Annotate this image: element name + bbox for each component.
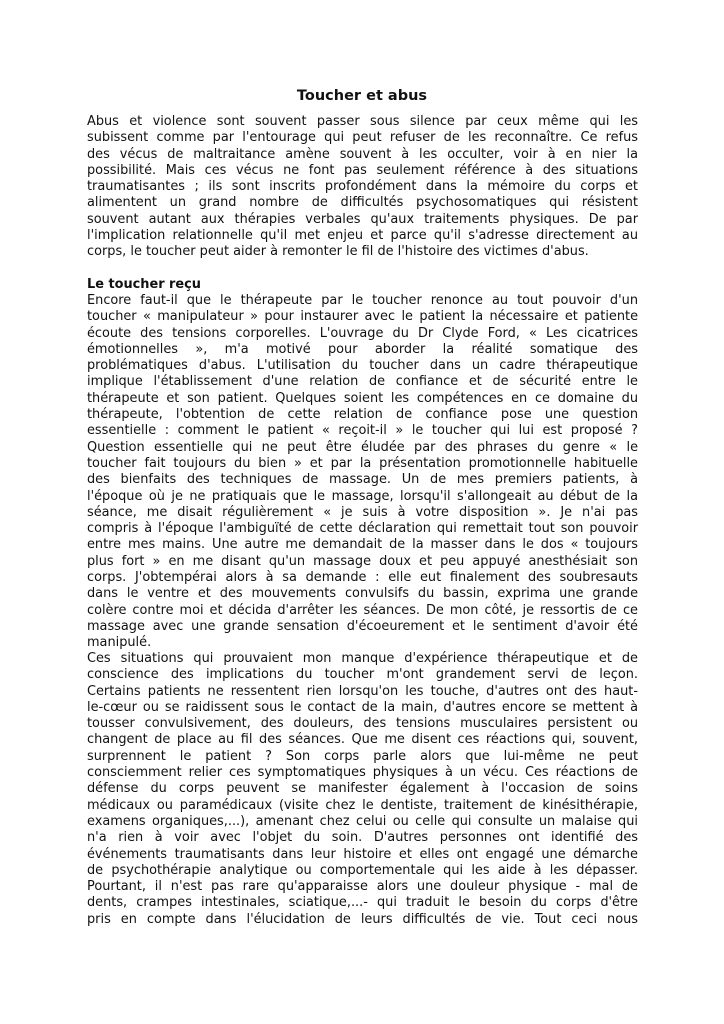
document-title: Toucher et abus — [296, 88, 428, 104]
text-line: Certains patients ne ressentent rien lorsqu'on les touche, d'autres ont des haut- — [87, 683, 638, 699]
text-line: l'époque où je ne pratiquais que le massage, lorsqu'il s'allongeait au début de la — [87, 488, 638, 504]
text-line: dans le ventre et des mouvements convulsifs du bassin, exprima une grande — [87, 586, 638, 602]
body-paragraph — [87, 651, 638, 928]
text-line: toucher « manipulateur » pour instaurer avec le patient la nécessaire et patiente — [87, 309, 638, 325]
text-line: émotionnelles », m'a motivé pour aborder la réalité somatique des — [87, 341, 638, 357]
text-line: possibilité. Mais ces vécus ne font pas seulement référence à des situations — [87, 162, 638, 178]
text-line: examens organiques,...), amenant chez celui ou celle qui consulte un malaise qui — [87, 813, 638, 829]
text-line: entre mes mains. Une autre me demandait de la masser dans le dos « toujours — [87, 537, 638, 553]
text-line: événements traumatisants dans leur histoire et elles ont engagé une démarche — [87, 846, 638, 862]
text-line: implique l'établissement d'une relation de confiance et de sécurité entre le — [87, 374, 638, 390]
text-line: subissent comme par l'entourage qui peut refuser de les reconnaître. Ce refus — [87, 130, 638, 146]
text-line: problématiques d'abus. L'utilisation du toucher dans un cadre thérapeutique — [87, 358, 638, 374]
text-line: des bienfaits des techniques de massage. Un de mes premiers patients, à — [87, 472, 638, 488]
text-line: défense du corps peuvent se manifester également à l'occasion de soins — [87, 781, 638, 797]
text-line: séance, me disait régulièrement « je suis à votre disposition ». Je n'ai pas — [87, 504, 638, 520]
text-line: colère contre moi et décida d'arrêter les séances. De mon côté, je ressortis de ce — [87, 602, 638, 618]
text-line: pris en compte dans l'élucidation de leurs difficultés de vie. Tout ceci nous — [87, 911, 638, 927]
text-line: Ces situations qui prouvaient mon manque d'expérience thérapeutique et de — [87, 651, 638, 666]
intro-paragraph — [87, 114, 638, 261]
text-line: Encore faut-il que le thérapeute par le toucher renonce au tout pouvoir d'un — [87, 293, 638, 308]
text-line: écoute des tensions corporelles. L'ouvrage du Dr Clyde Ford, « Les cicatrices — [87, 325, 638, 341]
text-line: compris à l'époque l'ambiguïté de cette déclaration qui remettait tout son pouvoir — [87, 521, 638, 537]
text-line: changent de place au fil des séances. Que me disent ces réactions qui, souvent, — [87, 732, 638, 748]
text-line: souvent autant aux thérapies verbales qu'aux traitements physiques. De par — [87, 211, 638, 227]
text-line: Question essentielle qui ne peut être éludée par des phrases du genre « le — [87, 439, 638, 455]
text-line: essentielle : comment le patient « reçoit-il » le toucher qui lui est proposé ? — [87, 423, 638, 439]
text-line: dents, crampes intestinales, sciatique,...- qui traduit le besoin du corps d'être — [87, 895, 638, 911]
body-paragraph — [87, 293, 638, 652]
text-line: médicaux ou paramédicaux (visite chez le dentiste, traitement de kinésithérapie, — [87, 797, 638, 813]
text-line: des vécus de maltraitance amène souvent à les occulter, voir à en nier la — [87, 146, 638, 162]
section-heading: Le toucher reçu — [87, 277, 201, 292]
text-line: surprennent le patient ? Son corps parle alors que lui-même ne peut — [87, 748, 638, 764]
text-line: thérapeute, l'obtention de cette relation de confiance pose une question — [87, 407, 638, 423]
text-line: traumatisantes ; ils sont inscrits profondément dans la mémoire du corps et — [87, 179, 638, 195]
text-line: plus fort » en me disant qu'un massage doux et peu appuyé anesthésiait son — [87, 553, 638, 569]
text-line: alimentent un grand nombre de difficultés psychosomatiques qui résistent — [87, 195, 638, 211]
text-line: consciemment relier ces symptomatiques physiques à un vécu. Ces réactions de — [87, 765, 638, 781]
section-heading-wrap — [87, 277, 638, 293]
text-line: toucher fait toujours du bien » et par la présentation promotionnelle habituelle — [87, 455, 638, 471]
text-line: le-cœur ou se raidissent sous le contact de la main, d'autres encore se mettent à — [87, 699, 638, 715]
text-line: n'a rien à voir avec l'objet du soin. D'autres personnes ont identifié des — [87, 830, 638, 846]
text-line: l'implication relationnelle qu'il met enjeu et parce qu'il s'adresse directement au — [87, 228, 638, 244]
text-line: tousser convulsivement, des douleurs, des tensions musculaires persistent ou — [87, 716, 638, 732]
text-line: Abus et violence sont souvent passer sous silence par ceux même qui les — [87, 114, 638, 129]
text-line: de psychothérapie analytique ou comportementale qui les aide à les dépasser. — [87, 862, 638, 878]
text-line: manipulé. — [87, 635, 152, 651]
text-line: corps. J'obtempérai alors à sa demande : elle eut finalement des soubresauts — [87, 570, 638, 586]
text-line: Pourtant, il n'est pas rare qu'apparaisse alors une douleur physique - mal de — [87, 879, 638, 895]
text-line: corps, le toucher peut aider à remonter le fil de l'histoire des victimes d'abus. — [87, 244, 589, 260]
text-line: massage avec une grande sensation d'écoeurement et le sentiment d'avoir été — [87, 618, 638, 634]
text-line: thérapeute et son patient. Quelques soient les compétences en ce domaine du — [87, 390, 638, 406]
text-line: conscience des implications du toucher m'ont grandement servi de leçon. — [87, 667, 638, 683]
